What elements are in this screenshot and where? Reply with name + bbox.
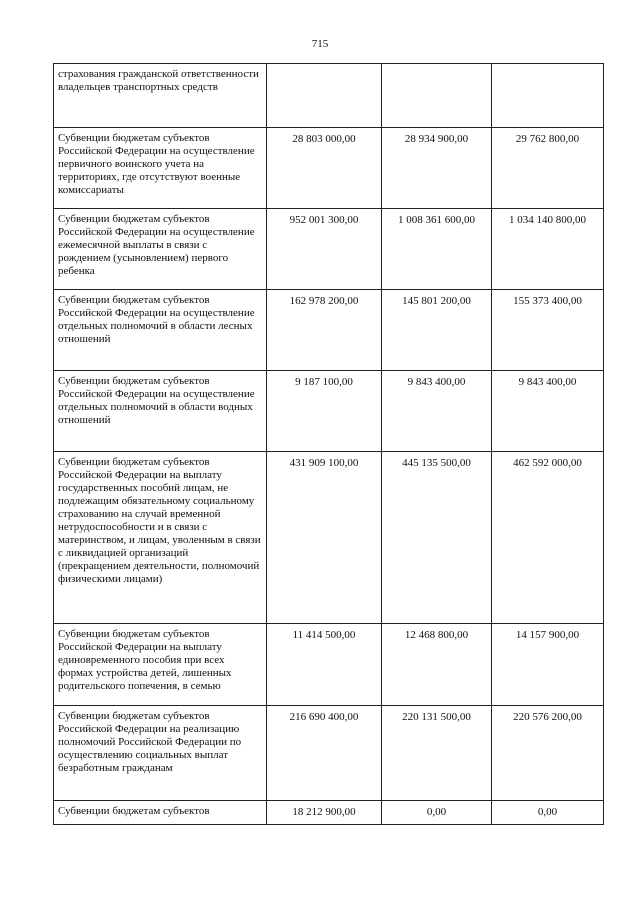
amount-year-2: 28 934 900,00 <box>382 128 492 209</box>
amount-year-1: 18 212 900,00 <box>267 801 382 825</box>
row-description: Субвенции бюджетам субъектов Российской Федерации на осуществление отдельных полномочий в области лесных отношений <box>54 290 267 371</box>
amount-year-2: 12 468 800,00 <box>382 624 492 706</box>
amount-year-3: 0,00 <box>492 801 604 825</box>
amount-year-1: 28 803 000,00 <box>267 128 382 209</box>
amount-year-2: 0,00 <box>382 801 492 825</box>
amount-year-2: 1 008 361 600,00 <box>382 209 492 290</box>
row-description: Субвенции бюджетам субъектов Российской Федерации на выплату государственных пособий лицам, не подлежащим обязательному социальному страхованию на случай временной нетрудоспособности и в связи с материнством, и лицам, уволенным в связи с ликвидацией организаций (прекращением деятельности, полномочий физическими лицами) <box>54 452 267 624</box>
table-row <box>54 452 604 624</box>
row-description: Субвенции бюджетам субъектов Российской Федерации на осуществление отдельных полномочий в области водных отношений <box>54 371 267 452</box>
table-row <box>54 290 604 371</box>
amount-year-1: 11 414 500,00 <box>267 624 382 706</box>
table-row <box>54 209 604 290</box>
amount-year-2: 9 843 400,00 <box>382 371 492 452</box>
row-description: Субвенции бюджетам субъектов Российской Федерации на реализацию полномочий Российской Федерации по осуществлению социальных выплат безработным гражданам <box>54 706 267 801</box>
amount-year-2: 145 801 200,00 <box>382 290 492 371</box>
row-description: Субвенции бюджетам субъектов Российской Федерации на осуществление первичного воинского учета на территориях, где отсутствуют военные комиссариаты <box>54 128 267 209</box>
amount-year-1: 952 001 300,00 <box>267 209 382 290</box>
table-row <box>54 64 604 128</box>
amount-year-3: 220 576 200,00 <box>492 706 604 801</box>
row-description: Субвенции бюджетам субъектов Российской Федерации на осуществление ежемесячной выплаты в связи с рождением (усыновлением) первого ребенка <box>54 209 267 290</box>
table-row <box>54 371 604 452</box>
page-number: 715 <box>311 38 329 50</box>
amount-year-3: 155 373 400,00 <box>492 290 604 371</box>
amount-year-2 <box>382 64 492 128</box>
amount-year-3: 29 762 800,00 <box>492 128 604 209</box>
table-row <box>54 706 604 801</box>
row-description: страхования гражданской ответственности владельцев транспортных средств <box>54 64 267 128</box>
amount-year-1: 162 978 200,00 <box>267 290 382 371</box>
amount-year-2: 220 131 500,00 <box>382 706 492 801</box>
amount-year-1 <box>267 64 382 128</box>
amount-year-3: 14 157 900,00 <box>492 624 604 706</box>
amount-year-3: 9 843 400,00 <box>492 371 604 452</box>
row-description: Субвенции бюджетам субъектов <box>54 801 267 825</box>
budget-table <box>53 63 604 825</box>
row-description: Субвенции бюджетам субъектов Российской Федерации на выплату единовременного пособия при всех формах устройства детей, лишенных родительского попечения, в семью <box>54 624 267 706</box>
amount-year-2: 445 135 500,00 <box>382 452 492 624</box>
amount-year-3: 1 034 140 800,00 <box>492 209 604 290</box>
table-row <box>54 801 604 825</box>
amount-year-3: 462 592 000,00 <box>492 452 604 624</box>
table-row <box>54 624 604 706</box>
amount-year-3 <box>492 64 604 128</box>
amount-year-1: 216 690 400,00 <box>267 706 382 801</box>
amount-year-1: 9 187 100,00 <box>267 371 382 452</box>
amount-year-1: 431 909 100,00 <box>267 452 382 624</box>
table-row <box>54 128 604 209</box>
